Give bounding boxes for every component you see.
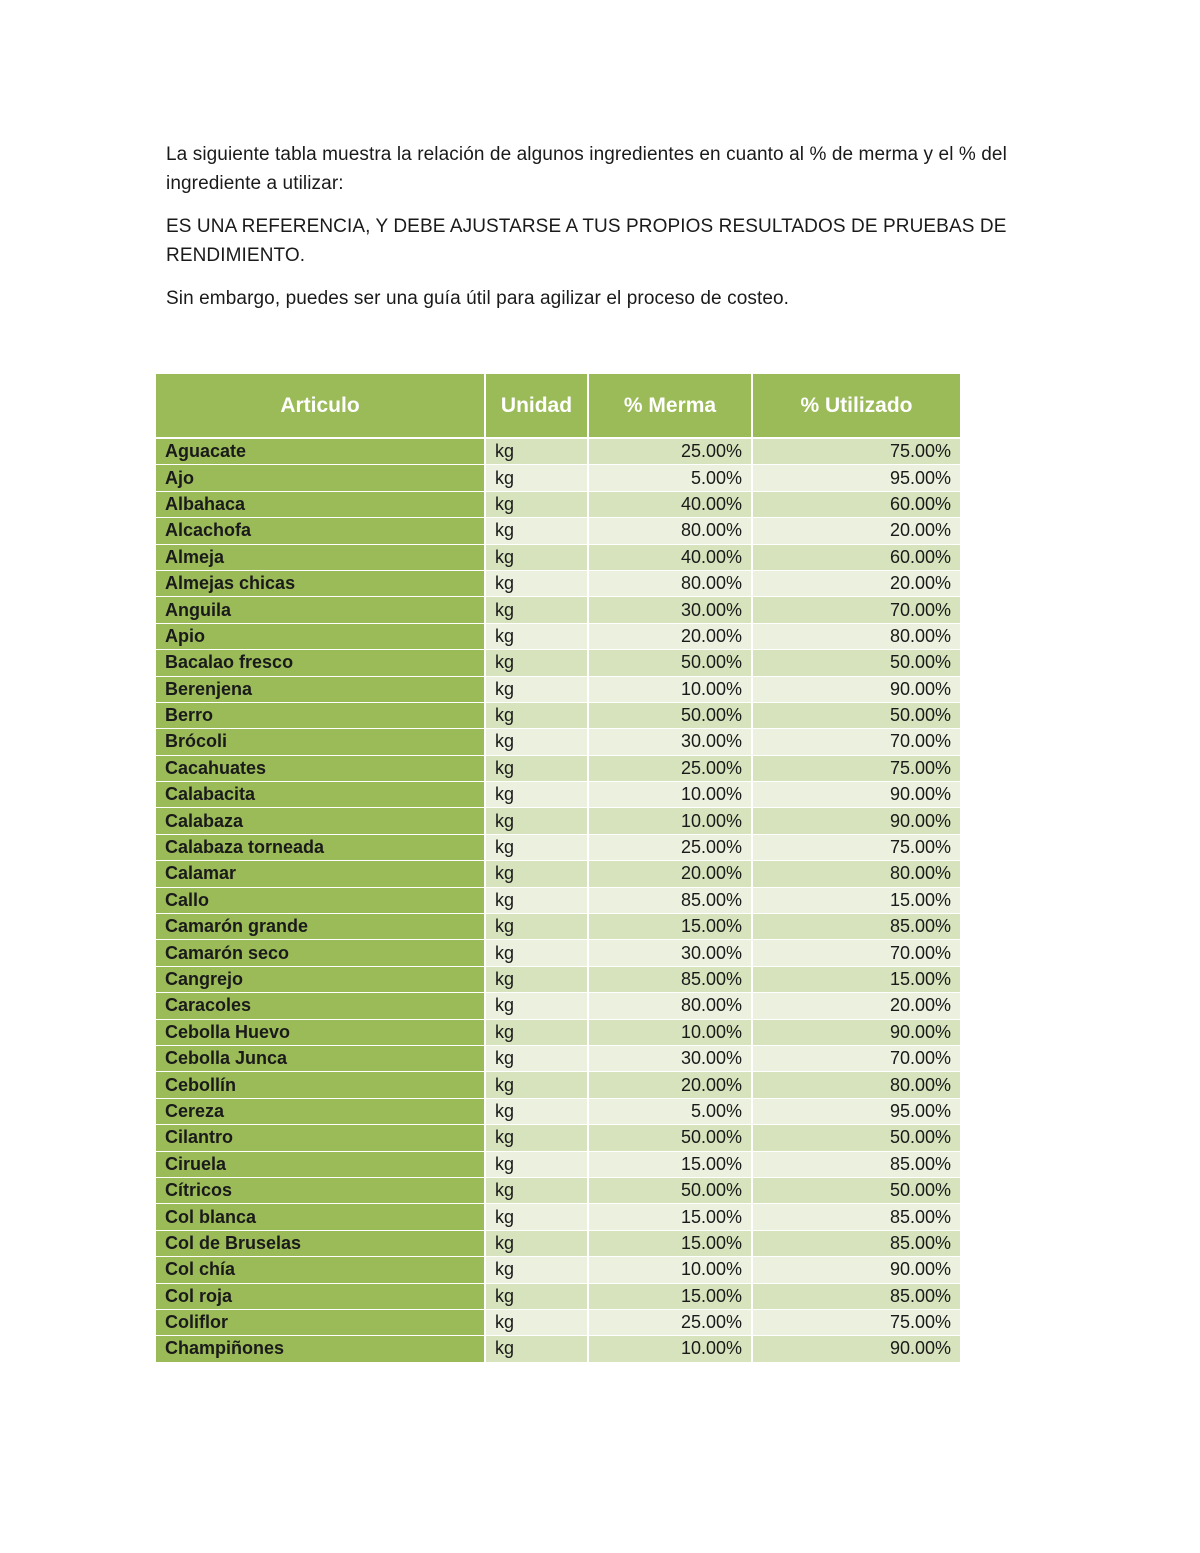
- cell-articulo: Alcachofa: [156, 518, 486, 544]
- table-row: [156, 1125, 960, 1151]
- cell-utilizado: 75.00%: [753, 835, 960, 861]
- cell-utilizado: 70.00%: [753, 729, 960, 755]
- cell-utilizado: 15.00%: [753, 888, 960, 914]
- cell-utilizado: 20.00%: [753, 518, 960, 544]
- cell-articulo: Albahaca: [156, 492, 486, 518]
- table-row: [156, 782, 960, 808]
- cell-unidad: kg: [486, 492, 589, 518]
- table-row: [156, 624, 960, 650]
- table-row: [156, 729, 960, 755]
- merma-table: [156, 374, 960, 1363]
- cell-articulo: Calamar: [156, 861, 486, 887]
- cell-utilizado: 85.00%: [753, 1152, 960, 1178]
- cell-articulo: Cítricos: [156, 1178, 486, 1204]
- cell-articulo: Col roja: [156, 1284, 486, 1310]
- cell-utilizado: 50.00%: [753, 650, 960, 676]
- cell-utilizado: 90.00%: [753, 1257, 960, 1283]
- cell-unidad: kg: [486, 465, 589, 491]
- cell-unidad: kg: [486, 888, 589, 914]
- cell-unidad: kg: [486, 1152, 589, 1178]
- intro-text: [166, 140, 1046, 327]
- cell-articulo: Calabaza torneada: [156, 835, 486, 861]
- cell-unidad: kg: [486, 571, 589, 597]
- intro-paragraph-3: Sin embargo, puedes ser una guía útil para agilizar el proceso de costeo.: [166, 288, 790, 309]
- cell-utilizado: 85.00%: [753, 1284, 960, 1310]
- table-row: [156, 1099, 960, 1125]
- cell-merma: 25.00%: [589, 756, 753, 782]
- cell-articulo: Coliflor: [156, 1310, 486, 1336]
- cell-articulo: Calabaza: [156, 808, 486, 834]
- cell-utilizado: 95.00%: [753, 1099, 960, 1125]
- cell-articulo: Cangrejo: [156, 967, 486, 993]
- cell-merma: 25.00%: [589, 1310, 753, 1336]
- table-row: [156, 1204, 960, 1230]
- table-row: [156, 465, 960, 491]
- cell-merma: 30.00%: [589, 729, 753, 755]
- table-row: [156, 1020, 960, 1046]
- cell-unidad: kg: [486, 729, 589, 755]
- cell-utilizado: 80.00%: [753, 624, 960, 650]
- cell-merma: 30.00%: [589, 940, 753, 966]
- cell-unidad: kg: [486, 756, 589, 782]
- cell-merma: 80.00%: [589, 571, 753, 597]
- cell-merma: 20.00%: [589, 624, 753, 650]
- table-row: [156, 439, 960, 465]
- cell-merma: 50.00%: [589, 703, 753, 729]
- cell-utilizado: 70.00%: [753, 940, 960, 966]
- cell-unidad: kg: [486, 703, 589, 729]
- intro-paragraph-2: ES UNA REFERENCIA, Y DEBE AJUSTARSE A TUS PROPIOS RESULTADOS DE PRUEBAS DE RENDIMIENTO.: [166, 216, 1007, 266]
- cell-utilizado: 80.00%: [753, 861, 960, 887]
- cell-articulo: Cilantro: [156, 1125, 486, 1151]
- header-articulo: Articulo: [156, 374, 486, 439]
- cell-articulo: Cebolla Huevo: [156, 1020, 486, 1046]
- cell-articulo: Brócoli: [156, 729, 486, 755]
- cell-unidad: kg: [486, 1257, 589, 1283]
- cell-utilizado: 70.00%: [753, 597, 960, 623]
- header-merma: % Merma: [589, 374, 753, 439]
- cell-articulo: Apio: [156, 624, 486, 650]
- cell-unidad: kg: [486, 835, 589, 861]
- cell-merma: 15.00%: [589, 1204, 753, 1230]
- cell-articulo: Cebollín: [156, 1072, 486, 1098]
- intro-paragraph-1: La siguiente tabla muestra la relación de algunos ingredientes en cuanto al % de merma y el % del ingrediente a utilizar:: [166, 144, 1007, 194]
- cell-unidad: kg: [486, 1284, 589, 1310]
- cell-articulo: Berro: [156, 703, 486, 729]
- table-row: [156, 914, 960, 940]
- cell-articulo: Berenjena: [156, 677, 486, 703]
- cell-utilizado: 90.00%: [753, 1020, 960, 1046]
- cell-articulo: Ajo: [156, 465, 486, 491]
- cell-articulo: Cereza: [156, 1099, 486, 1125]
- table-row: [156, 1231, 960, 1257]
- cell-utilizado: 15.00%: [753, 967, 960, 993]
- cell-unidad: kg: [486, 1072, 589, 1098]
- cell-articulo: Cebolla Junca: [156, 1046, 486, 1072]
- cell-merma: 25.00%: [589, 835, 753, 861]
- cell-articulo: Col chía: [156, 1257, 486, 1283]
- cell-merma: 25.00%: [589, 439, 753, 465]
- cell-unidad: kg: [486, 1310, 589, 1336]
- cell-merma: 50.00%: [589, 1178, 753, 1204]
- cell-utilizado: 70.00%: [753, 1046, 960, 1072]
- cell-merma: 85.00%: [589, 967, 753, 993]
- table-row: [156, 808, 960, 834]
- cell-unidad: kg: [486, 1125, 589, 1151]
- cell-utilizado: 20.00%: [753, 571, 960, 597]
- cell-articulo: Anguila: [156, 597, 486, 623]
- cell-articulo: Almeja: [156, 545, 486, 571]
- cell-utilizado: 95.00%: [753, 465, 960, 491]
- cell-unidad: kg: [486, 782, 589, 808]
- cell-merma: 50.00%: [589, 1125, 753, 1151]
- cell-utilizado: 90.00%: [753, 782, 960, 808]
- cell-articulo: Caracoles: [156, 993, 486, 1019]
- cell-articulo: Ciruela: [156, 1152, 486, 1178]
- cell-articulo: Cacahuates: [156, 756, 486, 782]
- table-row: [156, 545, 960, 571]
- cell-utilizado: 85.00%: [753, 914, 960, 940]
- cell-utilizado: 50.00%: [753, 703, 960, 729]
- cell-merma: 15.00%: [589, 914, 753, 940]
- cell-unidad: kg: [486, 967, 589, 993]
- table-row: [156, 1178, 960, 1204]
- table-body: [156, 439, 960, 1363]
- cell-unidad: kg: [486, 914, 589, 940]
- table-row: [156, 940, 960, 966]
- cell-unidad: kg: [486, 597, 589, 623]
- cell-unidad: kg: [486, 650, 589, 676]
- cell-utilizado: 90.00%: [753, 677, 960, 703]
- cell-merma: 20.00%: [589, 861, 753, 887]
- table-row: [156, 1152, 960, 1178]
- cell-merma: 40.00%: [589, 545, 753, 571]
- cell-unidad: kg: [486, 1178, 589, 1204]
- cell-merma: 10.00%: [589, 782, 753, 808]
- cell-merma: 10.00%: [589, 808, 753, 834]
- cell-merma: 30.00%: [589, 1046, 753, 1072]
- cell-unidad: kg: [486, 1099, 589, 1125]
- cell-merma: 15.00%: [589, 1284, 753, 1310]
- cell-unidad: kg: [486, 1231, 589, 1257]
- cell-articulo: Callo: [156, 888, 486, 914]
- cell-utilizado: 50.00%: [753, 1125, 960, 1151]
- cell-merma: 10.00%: [589, 1020, 753, 1046]
- table-row: [156, 492, 960, 518]
- cell-utilizado: 80.00%: [753, 1072, 960, 1098]
- cell-unidad: kg: [486, 993, 589, 1019]
- table-row: [156, 888, 960, 914]
- cell-unidad: kg: [486, 624, 589, 650]
- header-utilizado: % Utilizado: [753, 374, 960, 439]
- cell-merma: 15.00%: [589, 1152, 753, 1178]
- cell-utilizado: 50.00%: [753, 1178, 960, 1204]
- header-unidad: Unidad: [486, 374, 589, 439]
- table-row: [156, 835, 960, 861]
- cell-articulo: Col blanca: [156, 1204, 486, 1230]
- table-row: [156, 861, 960, 887]
- cell-articulo: Calabacita: [156, 782, 486, 808]
- cell-articulo: Champiñones: [156, 1336, 486, 1362]
- cell-merma: 5.00%: [589, 1099, 753, 1125]
- table-row: [156, 1284, 960, 1310]
- table-row: [156, 1046, 960, 1072]
- cell-unidad: kg: [486, 1336, 589, 1362]
- table-row: [156, 518, 960, 544]
- cell-merma: 10.00%: [589, 1257, 753, 1283]
- cell-utilizado: 75.00%: [753, 756, 960, 782]
- cell-merma: 80.00%: [589, 518, 753, 544]
- table-row: [156, 597, 960, 623]
- cell-utilizado: 75.00%: [753, 439, 960, 465]
- cell-utilizado: 85.00%: [753, 1204, 960, 1230]
- table-row: [156, 571, 960, 597]
- table-row: [156, 1310, 960, 1336]
- cell-utilizado: 90.00%: [753, 1336, 960, 1362]
- cell-unidad: kg: [486, 1204, 589, 1230]
- cell-utilizado: 90.00%: [753, 808, 960, 834]
- table-row: [156, 1336, 960, 1362]
- cell-utilizado: 85.00%: [753, 1231, 960, 1257]
- cell-merma: 50.00%: [589, 650, 753, 676]
- cell-merma: 10.00%: [589, 1336, 753, 1362]
- cell-merma: 40.00%: [589, 492, 753, 518]
- cell-unidad: kg: [486, 677, 589, 703]
- table-header: [156, 374, 960, 439]
- cell-articulo: Aguacate: [156, 439, 486, 465]
- cell-articulo: Almejas chicas: [156, 571, 486, 597]
- table-row: [156, 703, 960, 729]
- header-row: [156, 374, 960, 439]
- cell-unidad: kg: [486, 439, 589, 465]
- cell-unidad: kg: [486, 940, 589, 966]
- cell-merma: 5.00%: [589, 465, 753, 491]
- table-row: [156, 967, 960, 993]
- table-row: [156, 1072, 960, 1098]
- cell-merma: 20.00%: [589, 1072, 753, 1098]
- cell-utilizado: 60.00%: [753, 545, 960, 571]
- table-row: [156, 756, 960, 782]
- table-row: [156, 1257, 960, 1283]
- cell-articulo: Bacalao fresco: [156, 650, 486, 676]
- cell-unidad: kg: [486, 518, 589, 544]
- cell-articulo: Camarón seco: [156, 940, 486, 966]
- cell-utilizado: 75.00%: [753, 1310, 960, 1336]
- table-row: [156, 677, 960, 703]
- cell-articulo: Camarón grande: [156, 914, 486, 940]
- cell-merma: 80.00%: [589, 993, 753, 1019]
- cell-unidad: kg: [486, 861, 589, 887]
- cell-articulo: Col de Bruselas: [156, 1231, 486, 1257]
- cell-merma: 30.00%: [589, 597, 753, 623]
- cell-merma: 15.00%: [589, 1231, 753, 1257]
- table-row: [156, 993, 960, 1019]
- cell-unidad: kg: [486, 808, 589, 834]
- cell-utilizado: 20.00%: [753, 993, 960, 1019]
- cell-merma: 10.00%: [589, 677, 753, 703]
- table-row: [156, 650, 960, 676]
- cell-unidad: kg: [486, 1046, 589, 1072]
- cell-unidad: kg: [486, 1020, 589, 1046]
- cell-unidad: kg: [486, 545, 589, 571]
- cell-merma: 85.00%: [589, 888, 753, 914]
- cell-utilizado: 60.00%: [753, 492, 960, 518]
